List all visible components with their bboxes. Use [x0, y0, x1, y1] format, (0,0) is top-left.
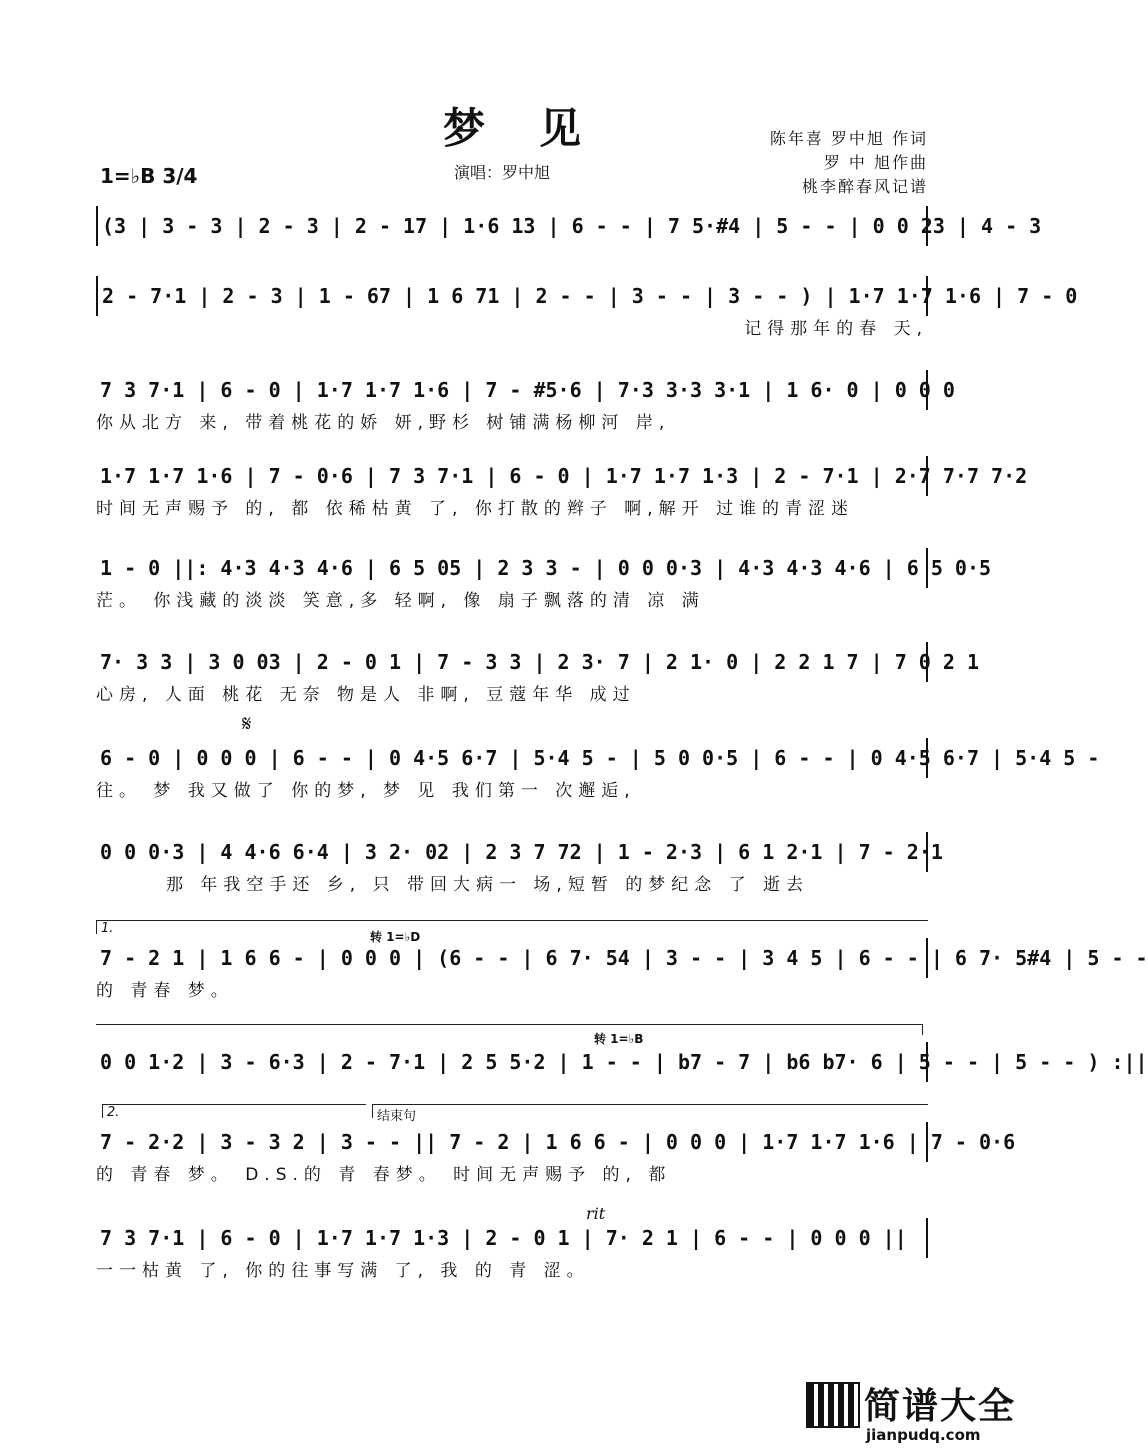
lyrics-line: 一一枯黄 了, 你的往事写满 了, 我 的 青 涩。 — [96, 1261, 590, 1281]
score-system-11 — [96, 1104, 1016, 1185]
coda-label: 结束句 — [377, 1109, 417, 1124]
logo-text: 简谱大全 — [864, 1386, 1017, 1427]
notation-line: 1 - 0 ||: 4·3 4·3 4·6 | 6 5 05 | 2 3 3 - | 0 0 0·3 | 4·3 4·3 4·6 | 6 5 0·5 — [96, 548, 928, 588]
page-title: 梦见 — [442, 104, 635, 153]
score-system-12 — [96, 1204, 928, 1298]
score-system-3 — [96, 370, 955, 450]
first-ending-bracket — [96, 920, 928, 934]
composer-credit: 罗 中 旭作曲 — [823, 153, 928, 172]
notation-line: 7· 3 3 | 3 0 03 | 2 - 0 1 | 7 - 3 3 | 2 3· 7 | 2 1· 0 | 2 2 1 7 | 7 0 2 1 — [96, 642, 928, 682]
score-system-1 — [96, 206, 1042, 286]
score-system-7 — [96, 712, 1100, 818]
piano-keys-icon — [806, 1382, 860, 1428]
lyrics-line: 茫。 你浅藏的淡淡 笑意,多 轻啊, 像 扇子飘落的清 凉 满 — [96, 591, 705, 611]
lyrics-line: 你从北方 来, 带着桃花的娇 妍,野杉 树铺满杨柳河 岸, — [96, 413, 671, 433]
notation-line: 0 0 1·2 | 3 - 6·3 | 2 - 7·1 | 2 5 5·2 | 1 - - | b7 - 7 | b6 b7· 6 | 5 - - | 5 - - ) :|| — [96, 1042, 928, 1082]
modulation-mark-d: 转 1=♭D — [370, 930, 421, 944]
lyrics-line: 心房, 人面 桃花 无奈 物是人 非啊, 豆蔻年华 成过 — [96, 685, 636, 705]
lyrics-line: 的 青春 梦。 D.S.的 青 春梦。 时间无声赐予 的, 都 — [96, 1165, 672, 1185]
ending-bracket-line — [96, 1024, 923, 1035]
transcriber-credit: 桃李醉春风记谱 — [801, 177, 928, 196]
notation-line: (3 | 3 - 3 | 2 - 3 | 2 - 17 | 1·6 13 | 6 - - | 7 5·#4 | 5 - - | 0 0 23 | 4 - 3 — [96, 206, 928, 246]
lyrics-line: 那 年我空手还 乡, 只 带回大病一 场,短暂 的梦纪念 了 逝去 — [166, 875, 810, 895]
second-ending-bracket — [102, 1104, 366, 1118]
lyrics-line: 往。 梦 我又做了 你的梦, 梦 见 我们第一 次邂逅, — [96, 781, 636, 801]
score-system-10 — [96, 1024, 1148, 1104]
lyrics-line: 的 青春 梦。 — [96, 981, 234, 1001]
notation-line: 0 0 0·3 | 4 4·6 6·4 | 3 2· 02 | 2 3 7 72 | 1 - 2·3 | 6 1 2·1 | 7 - 2·1 — [96, 832, 928, 872]
lyrics-line: 时间无声赐予 的, 都 依稀枯黄 了, 你打散的辫子 啊,解开 过谁的青涩迷 — [96, 499, 855, 519]
coda-bracket — [372, 1104, 928, 1124]
logo-url: jianpudq.com — [866, 1426, 981, 1444]
notation-line: 2 - 7·1 | 2 - 3 | 1 - 67 | 1 6 71 | 2 - - | 3 - - | 3 - - ) | 1·7 1·7 1·6 | 7 - 0 — [96, 276, 928, 316]
notation-line: 1·7 1·7 1·6 | 7 - 0·6 | 7 3 7·1 | 6 - 0 | 1·7 1·7 1·3 | 2 - 7·1 | 2·7 7·7 7·2 — [96, 456, 928, 496]
score-system-8 — [96, 832, 943, 912]
key-signature: 1=♭B 3/4 — [100, 164, 198, 188]
score-system-2 — [96, 276, 1078, 356]
first-ending-label: 1. — [101, 921, 114, 936]
singer-credit: 演唱：罗中旭 — [454, 163, 551, 182]
ritardando-mark: rit — [586, 1204, 606, 1223]
notation-line: 7 - 2·2 | 3 - 3 2 | 3 - - || 7 - 2 | 1 6 6 - | 0 0 0 | 1·7 1·7 1·6 | 7 - 0·6 — [96, 1122, 928, 1162]
modulation-mark-b: 转 1=♭B — [594, 1032, 644, 1046]
lyrics-line: 记得那年的春 天, — [744, 319, 928, 339]
site-logo[interactable] — [806, 1378, 1026, 1444]
segno-sign: 𝄋 — [242, 712, 252, 737]
notation-line: 7 3 7·1 | 6 - 0 | 1·7 1·7 1·3 | 2 - 0 1 | 7· 2 1 | 6 - - | 0 0 0 || — [96, 1218, 928, 1258]
notation-line: 7 3 7·1 | 6 - 0 | 1·7 1·7 1·6 | 7 - #5·6 | 7·3 3·3 3·1 | 1 6· 0 | 0 0 0 — [96, 370, 928, 410]
score-system-9 — [96, 920, 1148, 1001]
lyricist-credit: 陈年喜 罗中旭 作词 — [769, 129, 928, 148]
score-system-4 — [96, 456, 1028, 536]
notation-line: 7 - 2 1 | 1 6 6 - | 0 0 0 | (6 - - | 6 7· 54 | 3 - - | 3 4 5 | 6 - - | 6 7· 5#4 | 5 - - — [96, 938, 928, 978]
score-system-5 — [96, 548, 992, 628]
score-system-6 — [96, 642, 979, 722]
notation-line: 6 - 0 | 0 0 0 | 6 - - | 0 4·5 6·7 | 5·4 5 - | 5 0 0·5 | 6 - - | 0 4·5 6·7 | 5·4 5 - — [96, 738, 928, 778]
second-ending-label: 2. — [107, 1105, 120, 1120]
